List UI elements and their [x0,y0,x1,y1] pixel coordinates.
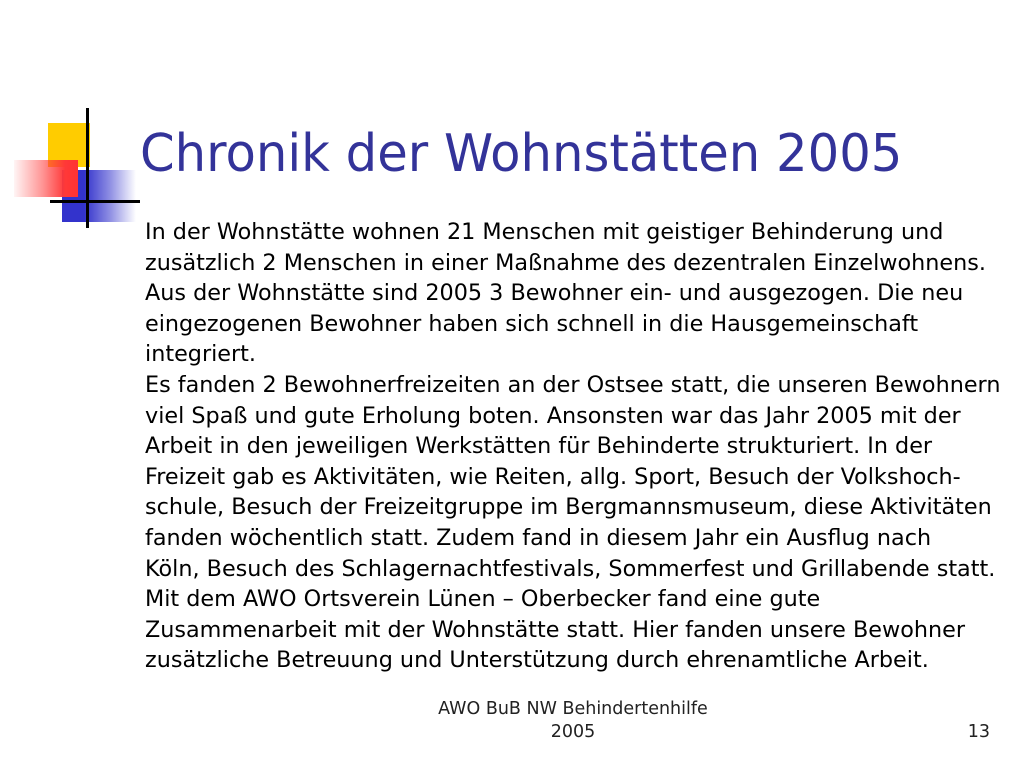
logo-horizontal-line [50,200,140,203]
body-paragraph [145,217,1017,370]
body-line: Arbeit in den jeweiligen Werkstätten für Behinderte strukturiert. In der [145,433,933,460]
slide-footer [433,698,713,744]
body-line: Zusammenarbeit mit der Wohnstätte statt. Hier fanden unsere Bewohner [145,616,965,643]
body-line: In der Wohnstätte wohnen 21 Menschen mit geistiger Behinderung und [145,219,944,245]
logo-red-bar [14,160,78,197]
body-paragraph [145,370,1017,676]
body-line: zusätzlich 2 Menschen in einer Maßnahme des dezentralen Einzelwohnens. [145,249,986,276]
logo-vertical-line [86,108,89,228]
slide-body [145,217,1017,676]
body-line: Freizeit gab es Aktivitäten, wie Reiten, allg. Sport, Besuch der Volkshoch- [145,463,961,490]
body-line: Es fanden 2 Bewohnerfreizeiten an der Ostsee statt, die unseren Bewohnern [145,371,1001,398]
body-line: Mit dem AWO Ortsverein Lünen – Oberbecker fand eine gute [145,586,821,613]
footer-organization: AWO BuB NW Behindertenhilfe [438,699,708,719]
body-line: Köln, Besuch des Schlagernachtfestivals, Sommerfest und Grillabende statt. [145,555,996,582]
body-line: fanden wöchentlich statt. Zudem fand in diesem Jahr ein Ausflug nach [145,524,932,551]
body-line: integriert. [145,341,257,368]
body-line: schule, Besuch der Freizeitgruppe im Bergmannsmuseum, diese Aktivitäten [145,494,992,521]
body-line: Aus der Wohnstätte sind 2005 3 Bewohner ein- und ausgezogen. Die neu [145,280,964,307]
footer-year: 2005 [550,722,596,742]
slide-title: Chronik der Wohnstätten 2005 [140,124,903,184]
body-line: zusätzliche Betreuung und Unterstützung durch ehrenamtliche Arbeit. [145,647,929,674]
body-line: eingezogenen Bewohner haben sich schnell in die Hausgemeinschaft [145,310,919,337]
body-line: viel Spaß und gute Erholung boten. Ansonsten war das Jahr 2005 mit der [145,402,961,429]
slide-number: 13 [967,722,990,742]
